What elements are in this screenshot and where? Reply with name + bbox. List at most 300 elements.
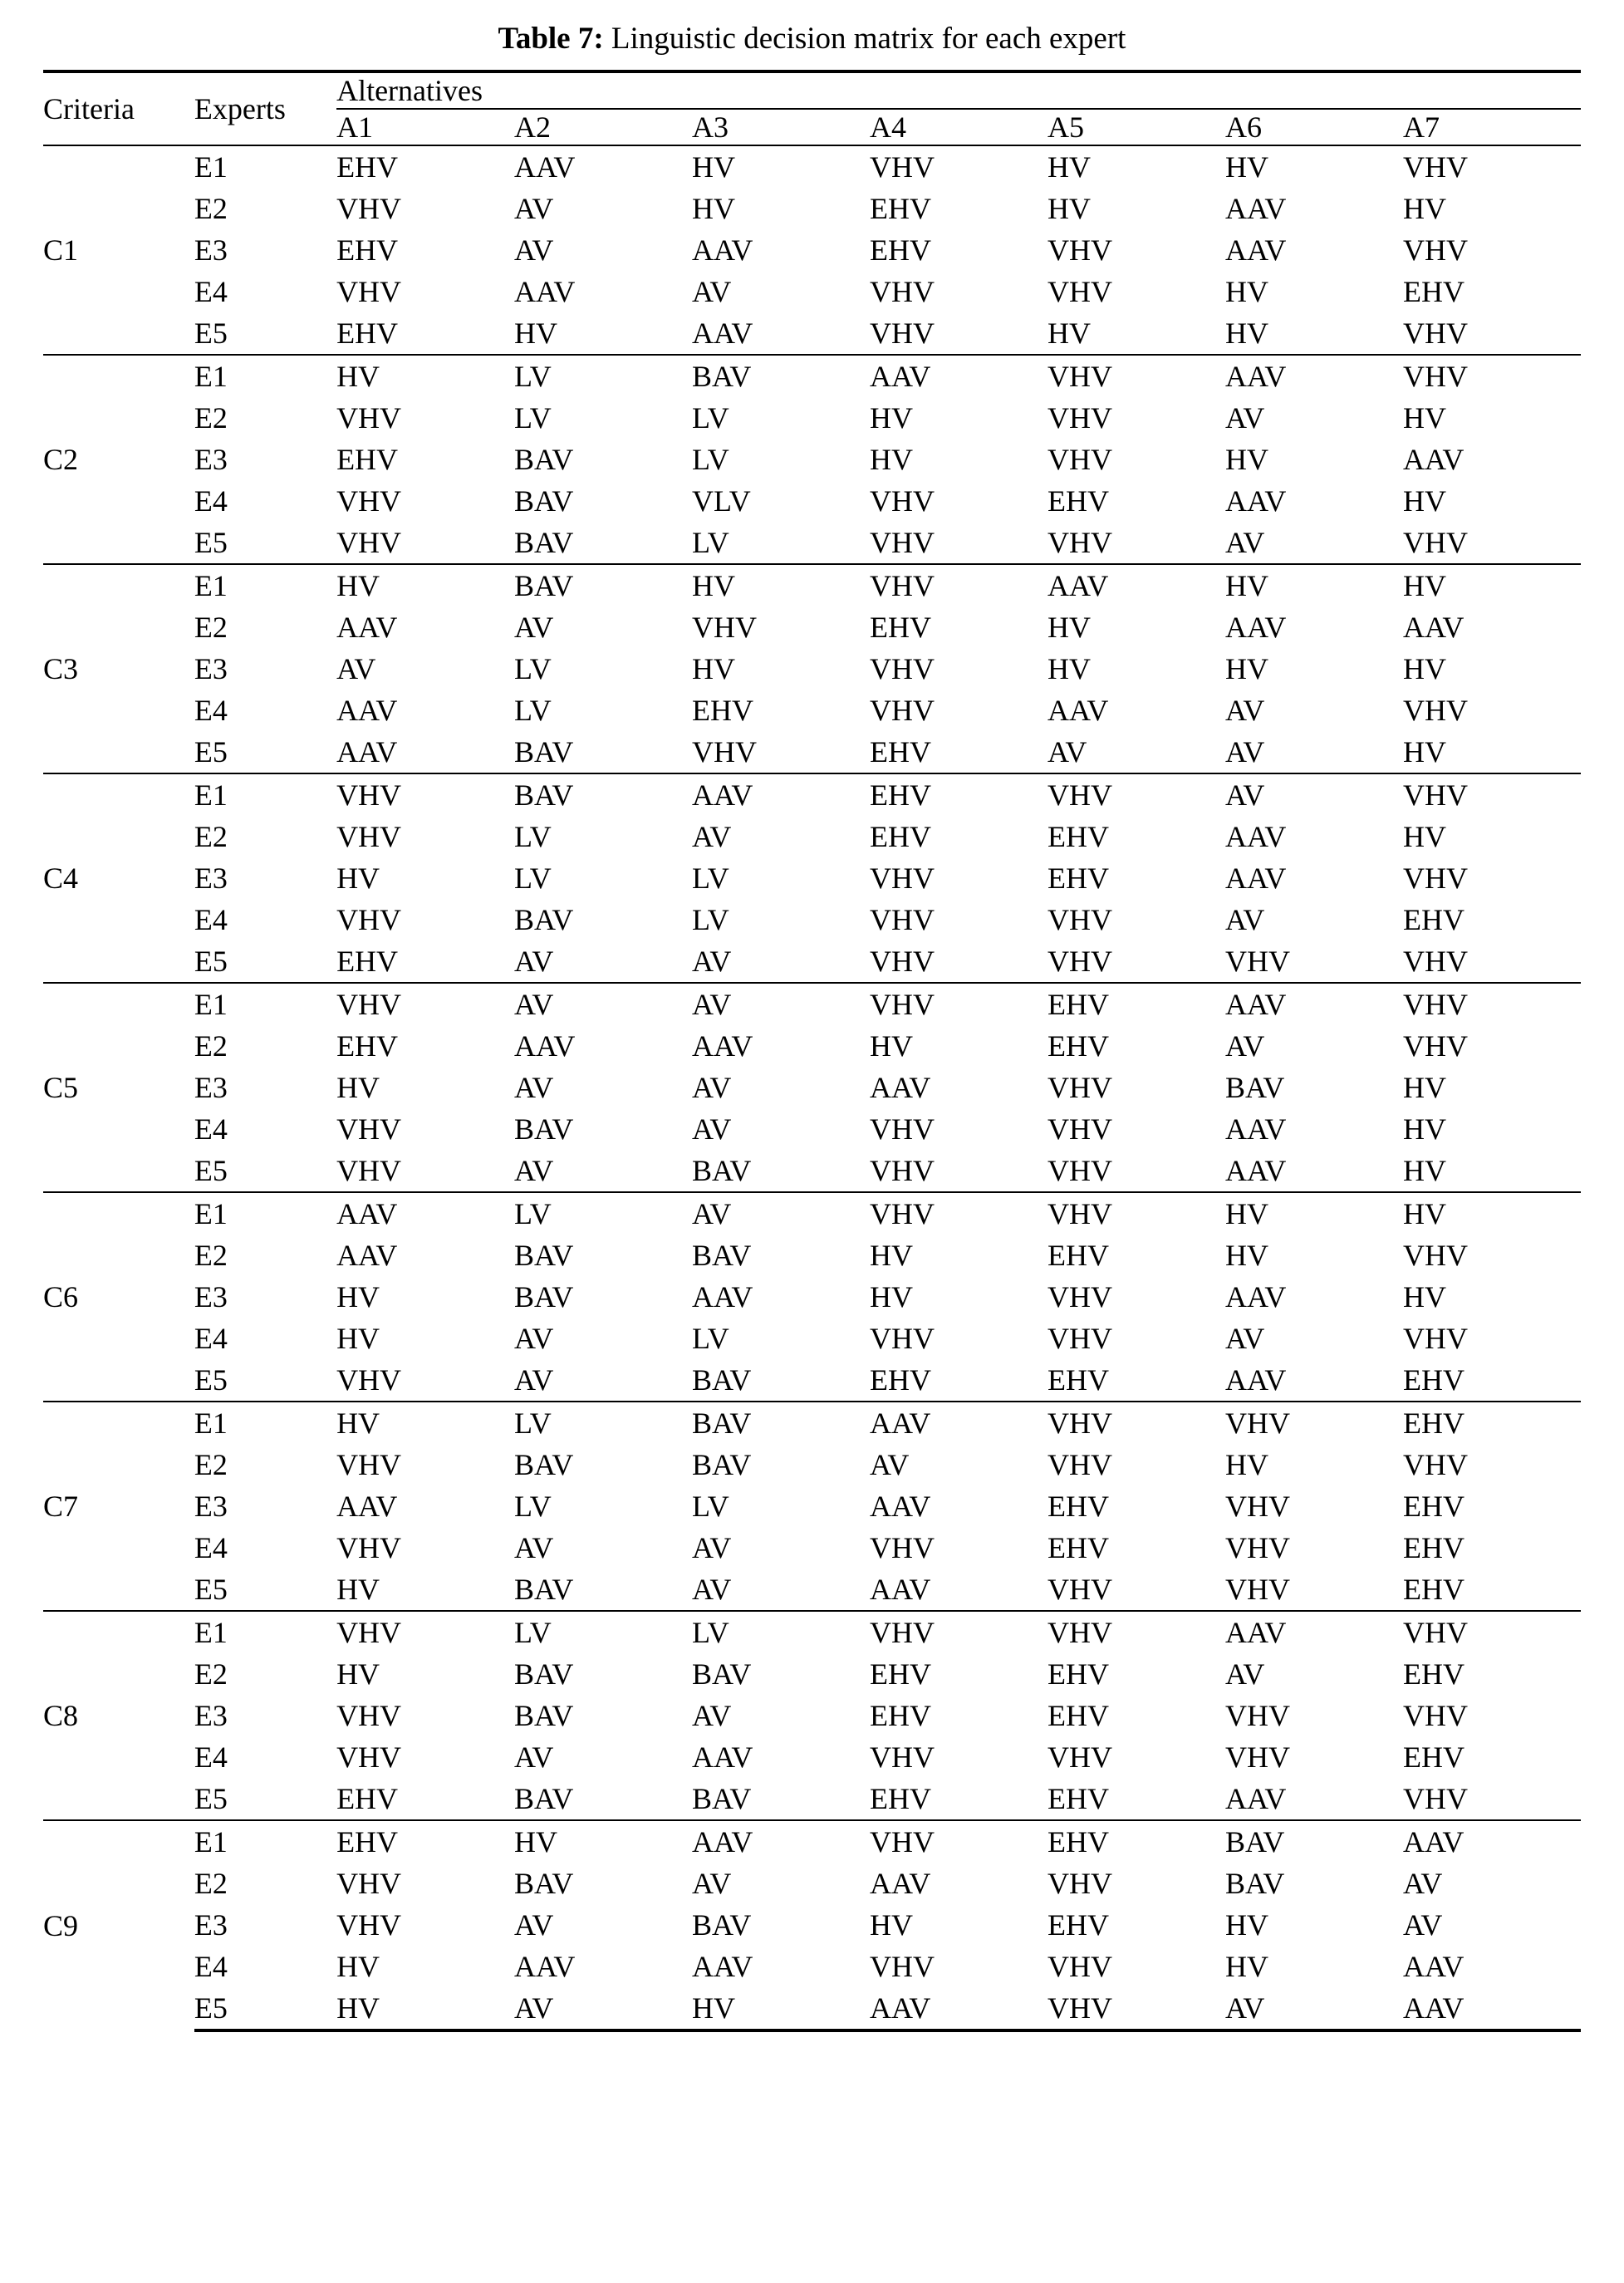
cell-c6-e4-a4: VHV (870, 1322, 935, 1356)
table-row (43, 606, 1581, 648)
cell-c5-e1-a2: AV (514, 983, 692, 1025)
cell-c6-e2-a5: EHV (1048, 1239, 1109, 1273)
cell-c5-e5-a5: VHV (1048, 1154, 1112, 1188)
cell-c1-e1-a1: EHV (336, 145, 514, 188)
cell-c6-e5-a3: BAV (692, 1363, 752, 1397)
cell-c4-e1-a1: VHV (336, 773, 514, 816)
table-caption (43, 20, 1581, 58)
table-row (43, 816, 1581, 857)
cell-c6-e4-a5: VHV (1048, 1322, 1112, 1356)
cell-c5-e1-a1: VHV (336, 983, 514, 1025)
header-row-top (43, 71, 1581, 109)
cell-c2-e5-a6: AV (1224, 526, 1265, 560)
table-row (43, 271, 1581, 312)
cell-c5-e1-a7: VHV (1403, 983, 1581, 1025)
table-row (43, 1444, 1581, 1485)
cell-c6-e4-a6: AV (1224, 1322, 1265, 1356)
cell-c3-e1-a7: HV (1403, 564, 1581, 606)
table-row (43, 1569, 1581, 1611)
cell-c6-e2-a2: BAV (514, 1239, 574, 1273)
cell-c5-e2-a2: AAV (514, 1029, 576, 1063)
cell-c3-e1-a1: HV (336, 564, 514, 606)
cell-c8-e5-a3: BAV (692, 1782, 752, 1816)
expert-label: E4 (194, 1322, 228, 1356)
cell-c5-e3-a6: BAV (1224, 1071, 1285, 1105)
table-row (43, 229, 1581, 271)
cell-c4-e3-a1: HV (336, 862, 380, 896)
expert-label: E5 (194, 526, 228, 560)
cell-c6-e4-a3: LV (692, 1322, 729, 1356)
cell-c7-e1-a4: AAV (870, 1402, 1048, 1444)
cell-c7-e1-a3: BAV (692, 1402, 870, 1444)
cell-c3-e1-a4: VHV (870, 564, 1048, 606)
cell-c6-e3-a4: HV (870, 1280, 914, 1314)
cell-c1-e5-a6: HV (1224, 317, 1268, 351)
cell-c7-e5-a1: HV (336, 1573, 380, 1607)
cell-c4-e1-a2: BAV (514, 773, 692, 816)
expert-label: E3 (194, 443, 228, 477)
cell-c1-e2-a6: AAV (1224, 192, 1287, 226)
table-row (43, 983, 1581, 1025)
cell-c3-e4-a7: VHV (1402, 694, 1468, 728)
cell-c7-e4-a1: VHV (336, 1531, 402, 1565)
cell-c2-e5-a4: VHV (870, 526, 935, 560)
cell-c9-e1-a6: BAV (1225, 1820, 1403, 1863)
cell-c7-e3-a2: LV (514, 1490, 552, 1524)
cell-c3-e4-a1: AAV (336, 694, 398, 728)
expert-label: E4 (194, 1950, 228, 1984)
cell-c7-e5-a2: BAV (514, 1573, 574, 1607)
cell-c8-e4-a4: VHV (870, 1740, 935, 1775)
cell-c9-e1-a7: AAV (1403, 1820, 1581, 1863)
cell-c6-e2-a7: VHV (1402, 1239, 1468, 1273)
cell-c8-e5-a2: BAV (514, 1782, 574, 1816)
criterion-label-c2: C2 (43, 355, 194, 564)
cell-c3-e1-a6: HV (1225, 564, 1403, 606)
table-row (43, 145, 1581, 188)
cell-c4-e2-a4: EHV (870, 820, 932, 854)
cell-c1-e2-a2: AV (514, 192, 554, 226)
cell-c4-e4-a1: VHV (336, 903, 402, 937)
cell-c2-e5-a3: LV (692, 526, 729, 560)
cell-c6-e1-a4: VHV (870, 1192, 1048, 1235)
cell-c9-e5-a1: HV (336, 1987, 514, 2030)
cell-c6-e2-a6: HV (1224, 1239, 1268, 1273)
cell-c7-e4-a5: EHV (1048, 1531, 1109, 1565)
cell-c4-e1-a7: VHV (1403, 773, 1581, 816)
cell-c5-e2-a4: HV (870, 1029, 914, 1063)
cell-c3-e5-a1: AAV (336, 735, 398, 769)
cell-c3-e5-a2: BAV (514, 735, 574, 769)
cell-c2-e2-a7: HV (1402, 401, 1446, 435)
cell-c5-e4-a7: HV (1402, 1112, 1446, 1146)
cell-c4-e3-a5: EHV (1048, 862, 1109, 896)
table-row (43, 1067, 1581, 1108)
cell-c9-e4-a4: VHV (870, 1950, 935, 1984)
cell-c7-e2-a1: VHV (336, 1448, 402, 1482)
criterion-label-c3: C3 (43, 564, 194, 773)
table-row (43, 1653, 1581, 1695)
cell-c5-e5-a2: AV (514, 1154, 554, 1188)
cell-c3-e2-a5: HV (1048, 611, 1091, 645)
table-row (43, 312, 1581, 355)
expert-label: E5 (194, 1782, 228, 1816)
expert-label: E4 (194, 1531, 228, 1565)
table-row (43, 1695, 1581, 1736)
cell-c7-e3-a6: VHV (1224, 1490, 1290, 1524)
cell-c4-e5-a4: VHV (870, 945, 935, 979)
cell-c4-e1-a5: VHV (1048, 773, 1225, 816)
cell-c4-e4-a7: EHV (1402, 903, 1465, 937)
cell-c5-e4-a3: AV (692, 1112, 732, 1146)
expert-label: E1 (194, 355, 336, 397)
cell-c1-e1-a4: VHV (870, 145, 1048, 188)
table-row (43, 1108, 1581, 1150)
table-row (43, 1778, 1581, 1820)
table-row (43, 1485, 1581, 1527)
cell-c7-e2-a2: BAV (514, 1448, 574, 1482)
expert-label: E2 (194, 1029, 228, 1063)
cell-c3-e3-a7: HV (1402, 652, 1446, 686)
cell-c9-e1-a4: VHV (870, 1820, 1048, 1863)
cell-c8-e5-a1: EHV (336, 1782, 399, 1816)
cell-c5-e5-a3: BAV (692, 1154, 752, 1188)
cell-c5-e2-a5: EHV (1048, 1029, 1109, 1063)
header-alt-a5: A5 (1048, 109, 1225, 145)
cell-c7-e5-a7: EHV (1402, 1573, 1465, 1607)
criterion-label-c8: C8 (43, 1611, 194, 1820)
cell-c2-e1-a5: VHV (1048, 355, 1225, 397)
cell-c2-e2-a4: HV (870, 401, 914, 435)
cell-c4-e5-a6: VHV (1224, 945, 1290, 979)
cell-c4-e3-a7: VHV (1402, 862, 1468, 896)
cell-c1-e2-a1: VHV (336, 192, 402, 226)
cell-c3-e2-a7: AAV (1402, 611, 1465, 645)
cell-c6-e1-a2: LV (514, 1192, 692, 1235)
cell-c4-e3-a4: VHV (870, 862, 935, 896)
cell-c7-e4-a4: VHV (870, 1531, 935, 1565)
cell-c4-e2-a6: AAV (1224, 820, 1287, 854)
table-row (43, 1820, 1581, 1863)
expert-label: E5 (194, 945, 228, 979)
cell-c2-e1-a2: LV (514, 355, 692, 397)
cell-c3-e5-a6: AV (1224, 735, 1265, 769)
cell-c1-e2-a5: HV (1048, 192, 1091, 226)
cell-c3-e4-a6: AV (1224, 694, 1265, 728)
cell-c5-e5-a6: AAV (1224, 1154, 1287, 1188)
cell-c6-e1-a1: AAV (336, 1192, 514, 1235)
cell-c7-e1-a6: VHV (1225, 1402, 1403, 1444)
cell-c7-e3-a4: AAV (870, 1490, 931, 1524)
cell-c3-e3-a5: HV (1048, 652, 1091, 686)
table-row (43, 690, 1581, 731)
cell-c5-e4-a6: AAV (1224, 1112, 1287, 1146)
table-row (43, 1192, 1581, 1235)
cell-c8-e3-a6: VHV (1224, 1699, 1290, 1733)
cell-c1-e4-a1: VHV (336, 275, 402, 309)
cell-c8-e2-a3: BAV (692, 1657, 752, 1691)
cell-c3-e3-a6: HV (1224, 652, 1268, 686)
cell-c5-e5-a1: VHV (336, 1154, 402, 1188)
cell-c8-e4-a2: AV (514, 1740, 554, 1775)
cell-c6-e5-a6: AAV (1224, 1363, 1287, 1397)
cell-c9-e5-a4: AAV (870, 1987, 1048, 2030)
cell-c1-e4-a4: VHV (870, 275, 935, 309)
cell-c8-e5-a7: VHV (1402, 1782, 1468, 1816)
cell-c8-e3-a7: VHV (1402, 1699, 1468, 1733)
cell-c1-e3-a1: EHV (336, 233, 399, 268)
expert-label: E4 (194, 275, 228, 309)
cell-c1-e3-a2: AV (514, 233, 554, 268)
cell-c1-e5-a2: HV (514, 317, 558, 351)
cell-c2-e3-a3: LV (692, 443, 729, 477)
cell-c5-e3-a3: AV (692, 1071, 732, 1105)
cell-c6-e4-a2: AV (514, 1322, 554, 1356)
cell-c4-e5-a2: AV (514, 945, 554, 979)
cell-c7-e2-a3: BAV (692, 1448, 752, 1482)
cell-c4-e5-a5: VHV (1048, 945, 1112, 979)
cell-c9-e2-a1: VHV (336, 1867, 402, 1901)
cell-c9-e4-a2: AAV (514, 1950, 576, 1984)
cell-c1-e5-a3: AAV (692, 317, 753, 351)
cell-c9-e4-a1: HV (336, 1950, 380, 1984)
cell-c8-e3-a5: EHV (1048, 1699, 1109, 1733)
cell-c6-e3-a3: AAV (692, 1280, 753, 1314)
cell-c7-e3-a5: EHV (1048, 1490, 1109, 1524)
cell-c4-e2-a3: AV (692, 820, 732, 854)
table-row (43, 1359, 1581, 1402)
cell-c3-e2-a3: VHV (692, 611, 758, 645)
cell-c2-e1-a6: AAV (1225, 355, 1403, 397)
cell-c8-e2-a7: EHV (1402, 1657, 1465, 1691)
cell-c3-e3-a2: LV (514, 652, 552, 686)
cell-c7-e1-a5: VHV (1048, 1402, 1225, 1444)
cell-c6-e2-a3: BAV (692, 1239, 752, 1273)
table-row (43, 1863, 1581, 1904)
cell-c7-e1-a7: EHV (1403, 1402, 1581, 1444)
cell-c6-e1-a6: HV (1225, 1192, 1403, 1235)
criterion-label-c6: C6 (43, 1192, 194, 1402)
cell-c6-e2-a1: AAV (336, 1239, 398, 1273)
table-row (43, 522, 1581, 564)
table-row (43, 940, 1581, 983)
cell-c2-e1-a1: HV (336, 355, 514, 397)
header-alt-a2: A2 (514, 109, 692, 145)
table-row (43, 899, 1581, 940)
cell-c2-e3-a2: BAV (514, 443, 574, 477)
cell-c9-e2-a7: AV (1402, 1867, 1443, 1901)
expert-label: E3 (194, 1071, 228, 1105)
cell-c3-e3-a3: HV (692, 652, 736, 686)
cell-c3-e2-a2: AV (514, 611, 554, 645)
cell-c4-e4-a3: LV (692, 903, 729, 937)
cell-c6-e3-a1: HV (336, 1280, 380, 1314)
cell-c5-e4-a2: BAV (514, 1112, 574, 1146)
cell-c2-e4-a6: AAV (1224, 484, 1287, 518)
cell-c9-e5-a5: VHV (1048, 1987, 1225, 2030)
cell-c6-e4-a1: HV (336, 1322, 380, 1356)
expert-label: E5 (194, 1573, 228, 1607)
cell-c9-e4-a7: AAV (1402, 1950, 1465, 1984)
cell-c5-e1-a3: AV (692, 983, 870, 1025)
table-row (43, 857, 1581, 899)
cell-c7-e4-a2: AV (514, 1531, 554, 1565)
cell-c9-e1-a1: EHV (336, 1820, 514, 1863)
cell-c2-e5-a5: VHV (1048, 526, 1112, 560)
expert-label: E3 (194, 1699, 228, 1733)
expert-label: E2 (194, 1239, 228, 1273)
cell-c2-e4-a1: VHV (336, 484, 402, 518)
cell-c8-e2-a1: HV (336, 1657, 380, 1691)
expert-label: E1 (194, 983, 336, 1025)
cell-c6-e1-a7: HV (1403, 1192, 1581, 1235)
cell-c1-e1-a5: HV (1048, 145, 1225, 188)
cell-c1-e4-a2: AAV (514, 275, 576, 309)
cell-c2-e4-a2: BAV (514, 484, 574, 518)
cell-c8-e1-a6: AAV (1225, 1611, 1403, 1653)
cell-c9-e3-a5: EHV (1048, 1908, 1109, 1942)
cell-c2-e4-a4: VHV (870, 484, 935, 518)
cell-c2-e3-a4: HV (870, 443, 914, 477)
table-row (43, 1318, 1581, 1359)
table-row (43, 731, 1581, 773)
table-row (43, 773, 1581, 816)
cell-c8-e4-a3: AAV (692, 1740, 753, 1775)
cell-c2-e2-a6: AV (1224, 401, 1265, 435)
cell-c8-e4-a5: VHV (1048, 1740, 1112, 1775)
cell-c3-e4-a3: EHV (692, 694, 754, 728)
cell-c9-e2-a5: VHV (1048, 1867, 1112, 1901)
cell-c4-e1-a6: AV (1225, 773, 1403, 816)
table-row (43, 1946, 1581, 1987)
cell-c8-e3-a4: EHV (870, 1699, 932, 1733)
cell-c9-e5-a6: AV (1225, 1987, 1403, 2030)
cell-c4-e5-a1: EHV (336, 945, 399, 979)
cell-c6-e1-a5: VHV (1048, 1192, 1225, 1235)
cell-c2-e2-a5: VHV (1048, 401, 1112, 435)
cell-c4-e3-a6: AAV (1224, 862, 1287, 896)
cell-c9-e3-a6: HV (1224, 1908, 1268, 1942)
table-row (43, 355, 1581, 397)
cell-c6-e3-a5: VHV (1048, 1280, 1112, 1314)
cell-c3-e4-a2: LV (514, 694, 552, 728)
cell-c4-e4-a6: AV (1224, 903, 1265, 937)
expert-label: E4 (194, 694, 228, 728)
cell-c6-e1-a3: AV (692, 1192, 870, 1235)
expert-label: E2 (194, 192, 228, 226)
cell-c3-e5-a7: HV (1402, 735, 1446, 769)
cell-c7-e3-a3: LV (692, 1490, 729, 1524)
table-caption-label: Table 7: (498, 22, 604, 56)
expert-label: E2 (194, 611, 228, 645)
cell-c7-e4-a3: AV (692, 1531, 732, 1565)
cell-c8-e5-a4: EHV (870, 1782, 932, 1816)
cell-c1-e2-a4: EHV (870, 192, 932, 226)
cell-c1-e5-a5: HV (1048, 317, 1091, 351)
cell-c7-e3-a1: AAV (336, 1490, 398, 1524)
cell-c1-e4-a7: EHV (1402, 275, 1465, 309)
cell-c5-e3-a2: AV (514, 1071, 554, 1105)
cell-c1-e3-a5: VHV (1048, 233, 1112, 268)
cell-c8-e1-a2: LV (514, 1611, 692, 1653)
expert-label: E2 (194, 820, 228, 854)
cell-c9-e1-a2: HV (514, 1820, 692, 1863)
cell-c4-e3-a2: LV (514, 862, 552, 896)
cell-c7-e5-a3: AV (692, 1573, 732, 1607)
cell-c4-e2-a2: LV (514, 820, 552, 854)
expert-label: E1 (194, 145, 336, 188)
cell-c2-e4-a5: EHV (1048, 484, 1109, 518)
cell-c5-e2-a1: EHV (336, 1029, 399, 1063)
expert-label: E3 (194, 652, 228, 686)
cell-c8-e2-a4: EHV (870, 1657, 932, 1691)
expert-label: E3 (194, 1490, 228, 1524)
criterion-label-c9: C9 (43, 1820, 194, 2030)
table-row (43, 564, 1581, 606)
expert-label: E5 (194, 317, 228, 351)
cell-c4-e4-a5: VHV (1048, 903, 1112, 937)
cell-c5-e3-a4: AAV (870, 1071, 931, 1105)
cell-c1-e3-a3: AAV (692, 233, 753, 268)
cell-c5-e1-a4: VHV (870, 983, 1048, 1025)
cell-c9-e1-a3: AAV (692, 1820, 870, 1863)
cell-c3-e1-a5: AAV (1048, 564, 1225, 606)
cell-c3-e3-a1: AV (336, 652, 376, 686)
cell-c2-e2-a2: LV (514, 401, 552, 435)
cell-c3-e1-a2: BAV (514, 564, 692, 606)
cell-c1-e1-a3: HV (692, 145, 870, 188)
table-row (43, 648, 1581, 690)
cell-c2-e2-a1: VHV (336, 401, 402, 435)
cell-c5-e1-a6: AAV (1225, 983, 1403, 1025)
table-row (43, 1150, 1581, 1192)
table-row (43, 1025, 1581, 1067)
criterion-label-c5: C5 (43, 983, 194, 1192)
cell-c9-e2-a3: AV (692, 1867, 732, 1901)
cell-c5-e3-a7: HV (1402, 1071, 1446, 1105)
header-alt-a1: A1 (336, 109, 514, 145)
table-row (43, 439, 1581, 480)
cell-c7-e1-a2: LV (514, 1402, 692, 1444)
expert-label: E2 (194, 1657, 228, 1691)
cell-c8-e2-a5: EHV (1048, 1657, 1109, 1691)
cell-c6-e5-a5: EHV (1048, 1363, 1109, 1397)
expert-label: E1 (194, 1820, 336, 1863)
cell-c9-e3-a2: AV (514, 1908, 554, 1942)
cell-c9-e3-a1: VHV (336, 1908, 402, 1942)
cell-c1-e2-a7: HV (1402, 192, 1446, 226)
cell-c3-e2-a1: AAV (336, 611, 398, 645)
cell-c9-e4-a6: HV (1224, 1950, 1268, 1984)
cell-c1-e5-a7: VHV (1402, 317, 1468, 351)
cell-c6-e5-a7: EHV (1402, 1363, 1465, 1397)
cell-c1-e4-a5: VHV (1048, 275, 1112, 309)
cell-c9-e4-a3: AAV (692, 1950, 753, 1984)
cell-c1-e3-a4: EHV (870, 233, 932, 268)
cell-c6-e5-a2: AV (514, 1363, 554, 1397)
cell-c9-e5-a7: AAV (1403, 1987, 1581, 2030)
cell-c8-e2-a2: BAV (514, 1657, 574, 1691)
cell-c3-e4-a5: AAV (1048, 694, 1109, 728)
table-row (43, 1611, 1581, 1653)
cell-c9-e1-a5: EHV (1048, 1820, 1225, 1863)
cell-c7-e3-a7: EHV (1402, 1490, 1465, 1524)
cell-c7-e4-a6: VHV (1224, 1531, 1290, 1565)
cell-c6-e4-a7: VHV (1402, 1322, 1468, 1356)
cell-c6-e3-a7: HV (1402, 1280, 1446, 1314)
cell-c1-e5-a1: EHV (336, 317, 399, 351)
cell-c1-e5-a4: VHV (870, 317, 935, 351)
